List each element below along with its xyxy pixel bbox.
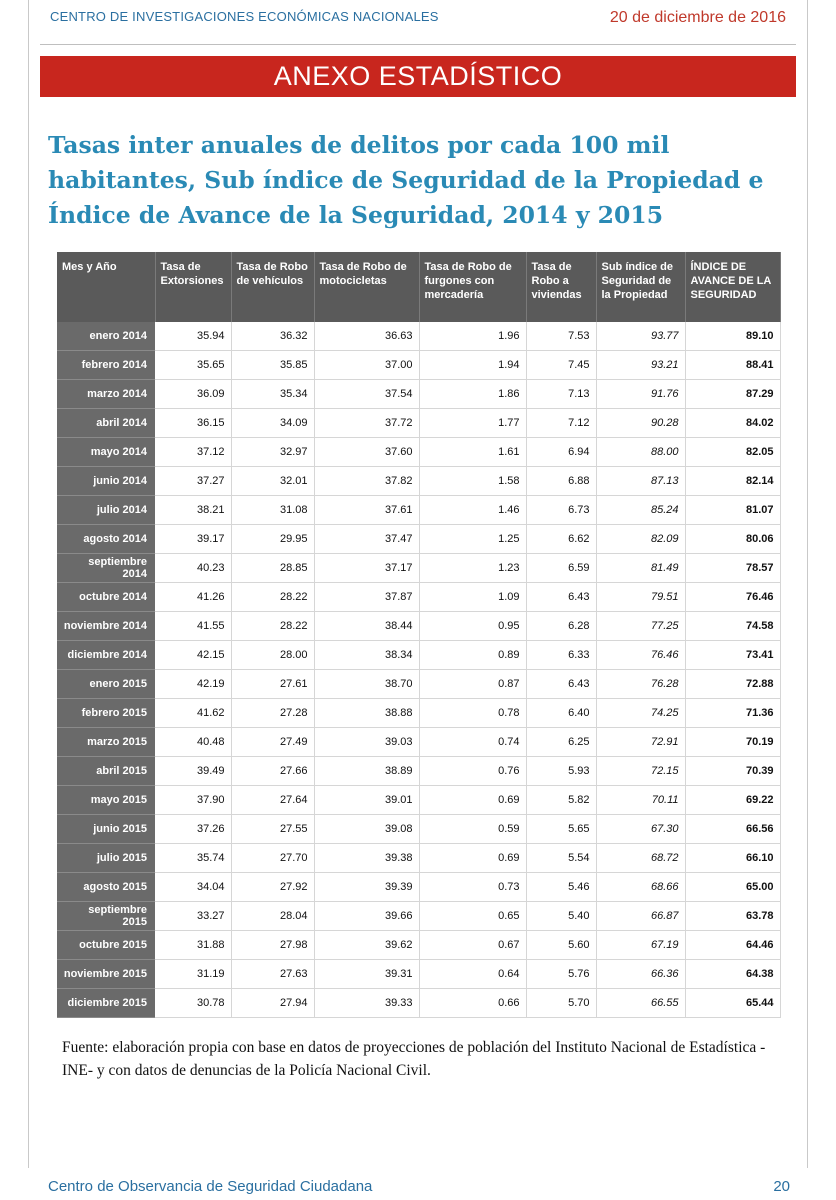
table-cell-subindex: 81.49 (596, 554, 685, 583)
table-cell-index: 81.07 (685, 496, 780, 525)
row-label: abril 2014 (57, 409, 155, 438)
table-cell-index: 80.06 (685, 525, 780, 554)
table-cell: 37.54 (314, 380, 419, 409)
table-cell-index: 89.10 (685, 322, 780, 351)
table-cell: 0.73 (419, 873, 526, 902)
table-cell-index: 70.39 (685, 757, 780, 786)
table-cell-index: 65.00 (685, 873, 780, 902)
table-cell: 0.87 (419, 670, 526, 699)
table-cell: 42.15 (155, 641, 231, 670)
column-header: ÍNDICE DE AVANCE DE LA SEGURIDAD (685, 252, 780, 322)
table-cell: 0.76 (419, 757, 526, 786)
table-cell: 27.55 (231, 815, 314, 844)
table-cell: 37.82 (314, 467, 419, 496)
table-cell: 6.33 (526, 641, 596, 670)
table-cell: 41.26 (155, 583, 231, 612)
table-cell: 7.13 (526, 380, 596, 409)
table-cell-subindex: 68.66 (596, 873, 685, 902)
table-cell-subindex: 87.13 (596, 467, 685, 496)
header-organization: CENTRO DE INVESTIGACIONES ECONÓMICAS NACIONALES (50, 9, 439, 24)
table-cell: 39.31 (314, 960, 419, 989)
table-row (57, 554, 780, 583)
table-cell-subindex: 91.76 (596, 380, 685, 409)
row-label: marzo 2015 (57, 728, 155, 757)
table-cell: 39.49 (155, 757, 231, 786)
table-cell-subindex: 82.09 (596, 525, 685, 554)
table-cell-index: 88.41 (685, 351, 780, 380)
column-header: Tasa de Robo a viviendas (526, 252, 596, 322)
table-cell: 37.87 (314, 583, 419, 612)
table-cell-index: 64.46 (685, 931, 780, 960)
table-body (57, 322, 780, 1018)
column-header: Mes y Año (57, 252, 155, 322)
table-cell: 29.95 (231, 525, 314, 554)
table-cell-index: 82.05 (685, 438, 780, 467)
table-cell: 5.82 (526, 786, 596, 815)
table-cell-subindex: 79.51 (596, 583, 685, 612)
table-cell: 1.96 (419, 322, 526, 351)
table-row (57, 380, 780, 409)
table-cell: 39.01 (314, 786, 419, 815)
table-row (57, 583, 780, 612)
table-cell-subindex: 72.91 (596, 728, 685, 757)
table-cell: 0.95 (419, 612, 526, 641)
table-cell: 27.94 (231, 989, 314, 1018)
table-cell: 0.89 (419, 641, 526, 670)
table-cell: 27.70 (231, 844, 314, 873)
table-row (57, 438, 780, 467)
table-cell: 38.21 (155, 496, 231, 525)
table-cell: 37.47 (314, 525, 419, 554)
table-cell-subindex: 67.19 (596, 931, 685, 960)
table-cell-subindex: 72.15 (596, 757, 685, 786)
table-cell-index: 84.02 (685, 409, 780, 438)
table-cell: 36.63 (314, 322, 419, 351)
row-label: agosto 2014 (57, 525, 155, 554)
table-cell: 37.26 (155, 815, 231, 844)
table-cell: 36.09 (155, 380, 231, 409)
table-cell: 5.93 (526, 757, 596, 786)
table-cell: 1.25 (419, 525, 526, 554)
table-cell-subindex: 76.46 (596, 641, 685, 670)
statistics-table (57, 252, 781, 1018)
table-cell-index: 73.41 (685, 641, 780, 670)
table-row (57, 641, 780, 670)
table-cell: 37.00 (314, 351, 419, 380)
table-cell: 0.69 (419, 786, 526, 815)
table-cell: 39.17 (155, 525, 231, 554)
table-cell: 35.85 (231, 351, 314, 380)
table-cell: 28.22 (231, 583, 314, 612)
table-cell: 0.65 (419, 902, 526, 931)
table-cell-subindex: 68.72 (596, 844, 685, 873)
table-row (57, 612, 780, 641)
table-cell: 32.01 (231, 467, 314, 496)
table-cell: 38.89 (314, 757, 419, 786)
row-label: septiembre 2015 (57, 902, 155, 931)
table-cell: 6.94 (526, 438, 596, 467)
row-label: marzo 2014 (57, 380, 155, 409)
table-cell: 27.64 (231, 786, 314, 815)
table-cell: 28.00 (231, 641, 314, 670)
table-cell: 1.86 (419, 380, 526, 409)
row-label: febrero 2014 (57, 351, 155, 380)
table-cell: 42.19 (155, 670, 231, 699)
table-cell-subindex: 85.24 (596, 496, 685, 525)
row-label: diciembre 2015 (57, 989, 155, 1018)
table-cell: 6.43 (526, 583, 596, 612)
table-cell: 6.59 (526, 554, 596, 583)
row-label: febrero 2015 (57, 699, 155, 728)
table-cell: 31.08 (231, 496, 314, 525)
section-banner: ANEXO ESTADÍSTICO (40, 56, 796, 97)
table-cell-index: 65.44 (685, 989, 780, 1018)
table-title: Tasas inter anuales de delitos por cada 100 mil habitantes, Sub índice de Seguridad de la Propiedad e Índice de Avance de la Seguridad, 2014 y 2015 (48, 131, 764, 229)
table-cell-index: 72.88 (685, 670, 780, 699)
table-cell-subindex: 67.30 (596, 815, 685, 844)
table-cell: 27.63 (231, 960, 314, 989)
table-row (57, 931, 780, 960)
table-cell: 5.65 (526, 815, 596, 844)
statistics-table-container (57, 252, 780, 1018)
table-cell: 7.53 (526, 322, 596, 351)
table-row (57, 960, 780, 989)
table-row (57, 873, 780, 902)
footer-organization: Centro de Observancia de Seguridad Ciudadana (48, 1178, 373, 1195)
table-cell: 31.19 (155, 960, 231, 989)
table-row (57, 525, 780, 554)
table-cell: 7.12 (526, 409, 596, 438)
table-cell: 6.28 (526, 612, 596, 641)
row-label: julio 2015 (57, 844, 155, 873)
table-cell-subindex: 93.77 (596, 322, 685, 351)
table-cell: 5.46 (526, 873, 596, 902)
table-row (57, 902, 780, 931)
table-cell: 37.61 (314, 496, 419, 525)
table-cell: 28.04 (231, 902, 314, 931)
table-cell: 35.94 (155, 322, 231, 351)
table-cell: 0.59 (419, 815, 526, 844)
table-cell: 1.23 (419, 554, 526, 583)
table-cell: 27.92 (231, 873, 314, 902)
row-label: octubre 2014 (57, 583, 155, 612)
column-header: Tasa de Robo de motocicletas (314, 252, 419, 322)
table-cell: 38.88 (314, 699, 419, 728)
table-row (57, 351, 780, 380)
table-cell: 7.45 (526, 351, 596, 380)
row-label: septiembre 2014 (57, 554, 155, 583)
table-cell-index: 69.22 (685, 786, 780, 815)
row-label: octubre 2015 (57, 931, 155, 960)
table-cell-index: 82.14 (685, 467, 780, 496)
table-cell: 39.33 (314, 989, 419, 1018)
table-row (57, 844, 780, 873)
table-cell: 6.43 (526, 670, 596, 699)
table-row (57, 728, 780, 757)
table-cell: 28.85 (231, 554, 314, 583)
table-cell: 39.66 (314, 902, 419, 931)
table-cell: 37.72 (314, 409, 419, 438)
table-cell-subindex: 76.28 (596, 670, 685, 699)
table-cell: 32.97 (231, 438, 314, 467)
table-cell: 33.27 (155, 902, 231, 931)
table-cell-subindex: 74.25 (596, 699, 685, 728)
table-cell-index: 74.58 (685, 612, 780, 641)
table-row (57, 815, 780, 844)
row-label: junio 2015 (57, 815, 155, 844)
table-cell: 0.69 (419, 844, 526, 873)
table-cell: 1.77 (419, 409, 526, 438)
table-cell: 35.74 (155, 844, 231, 873)
table-cell-subindex: 77.25 (596, 612, 685, 641)
table-row (57, 670, 780, 699)
table-cell: 1.09 (419, 583, 526, 612)
table-cell: 27.66 (231, 757, 314, 786)
column-header: Tasa de Robo de furgones con mercadería (419, 252, 526, 322)
table-cell-index: 63.78 (685, 902, 780, 931)
row-label: enero 2015 (57, 670, 155, 699)
table-cell: 6.40 (526, 699, 596, 728)
row-label: junio 2014 (57, 467, 155, 496)
table-row (57, 989, 780, 1018)
table-row (57, 699, 780, 728)
table-cell: 36.32 (231, 322, 314, 351)
table-row (57, 467, 780, 496)
table-header-row (57, 252, 780, 322)
table-cell: 5.60 (526, 931, 596, 960)
table-cell-subindex: 66.36 (596, 960, 685, 989)
table-row (57, 496, 780, 525)
page-header (40, 0, 796, 45)
table-cell-subindex: 66.87 (596, 902, 685, 931)
table-cell-index: 76.46 (685, 583, 780, 612)
table-cell: 34.09 (231, 409, 314, 438)
table-cell-subindex: 90.28 (596, 409, 685, 438)
table-cell: 0.67 (419, 931, 526, 960)
table-cell-index: 64.38 (685, 960, 780, 989)
row-label: mayo 2014 (57, 438, 155, 467)
table-cell: 27.28 (231, 699, 314, 728)
row-label: abril 2015 (57, 757, 155, 786)
table-cell: 34.04 (155, 873, 231, 902)
table-cell-index: 78.57 (685, 554, 780, 583)
table-cell: 5.70 (526, 989, 596, 1018)
table-cell: 39.03 (314, 728, 419, 757)
table-cell: 39.38 (314, 844, 419, 873)
table-row (57, 786, 780, 815)
table-row (57, 757, 780, 786)
table-row (57, 322, 780, 351)
table-cell: 37.60 (314, 438, 419, 467)
table-cell: 35.34 (231, 380, 314, 409)
table-cell: 35.65 (155, 351, 231, 380)
table-cell: 1.58 (419, 467, 526, 496)
table-cell: 5.40 (526, 902, 596, 931)
column-header: Tasa de Robo de vehículos (231, 252, 314, 322)
table-cell: 37.17 (314, 554, 419, 583)
row-label: noviembre 2014 (57, 612, 155, 641)
table-cell: 1.61 (419, 438, 526, 467)
table-cell: 0.78 (419, 699, 526, 728)
table-cell: 1.94 (419, 351, 526, 380)
table-cell-subindex: 93.21 (596, 351, 685, 380)
table-cell: 27.61 (231, 670, 314, 699)
table-cell: 40.23 (155, 554, 231, 583)
table-cell: 39.39 (314, 873, 419, 902)
table-cell: 0.66 (419, 989, 526, 1018)
table-cell: 6.88 (526, 467, 596, 496)
table-row (57, 409, 780, 438)
table-cell: 6.25 (526, 728, 596, 757)
row-label: enero 2014 (57, 322, 155, 351)
table-cell: 0.64 (419, 960, 526, 989)
table-cell: 30.78 (155, 989, 231, 1018)
table-cell-subindex: 70.11 (596, 786, 685, 815)
table-cell-index: 71.36 (685, 699, 780, 728)
table-cell: 38.34 (314, 641, 419, 670)
table-cell: 27.49 (231, 728, 314, 757)
row-label: diciembre 2014 (57, 641, 155, 670)
table-cell: 0.74 (419, 728, 526, 757)
header-date: 20 de diciembre de 2016 (609, 9, 786, 26)
table-cell-subindex: 88.00 (596, 438, 685, 467)
row-label: julio 2014 (57, 496, 155, 525)
table-cell: 40.48 (155, 728, 231, 757)
table-cell: 37.12 (155, 438, 231, 467)
table-cell-index: 66.56 (685, 815, 780, 844)
table-cell: 38.44 (314, 612, 419, 641)
table-cell: 5.76 (526, 960, 596, 989)
table-cell: 1.46 (419, 496, 526, 525)
table-cell: 6.62 (526, 525, 596, 554)
table-cell: 37.27 (155, 467, 231, 496)
table-cell-index: 87.29 (685, 380, 780, 409)
row-label: noviembre 2015 (57, 960, 155, 989)
table-cell: 6.73 (526, 496, 596, 525)
table-cell: 39.08 (314, 815, 419, 844)
table-cell: 39.62 (314, 931, 419, 960)
table-cell: 31.88 (155, 931, 231, 960)
table-cell: 27.98 (231, 931, 314, 960)
table-cell: 41.55 (155, 612, 231, 641)
table-cell-index: 66.10 (685, 844, 780, 873)
table-cell: 38.70 (314, 670, 419, 699)
table-cell: 28.22 (231, 612, 314, 641)
table-cell-index: 70.19 (685, 728, 780, 757)
column-header: Sub índice de Seguridad de la Propiedad (596, 252, 685, 322)
page-number: 20 (773, 1178, 790, 1195)
column-header: Tasa de Extorsiones (155, 252, 231, 322)
row-label: agosto 2015 (57, 873, 155, 902)
source-note: Fuente: elaboración propia con base en datos de proyecciones de población del Instituto Nacional de Estadística -INE- y con datos de denuncias de la Policía Nacional Civil. (62, 1039, 766, 1079)
row-label: mayo 2015 (57, 786, 155, 815)
table-cell: 37.90 (155, 786, 231, 815)
table-cell: 5.54 (526, 844, 596, 873)
table-cell: 36.15 (155, 409, 231, 438)
table-cell-subindex: 66.55 (596, 989, 685, 1018)
table-cell: 41.62 (155, 699, 231, 728)
